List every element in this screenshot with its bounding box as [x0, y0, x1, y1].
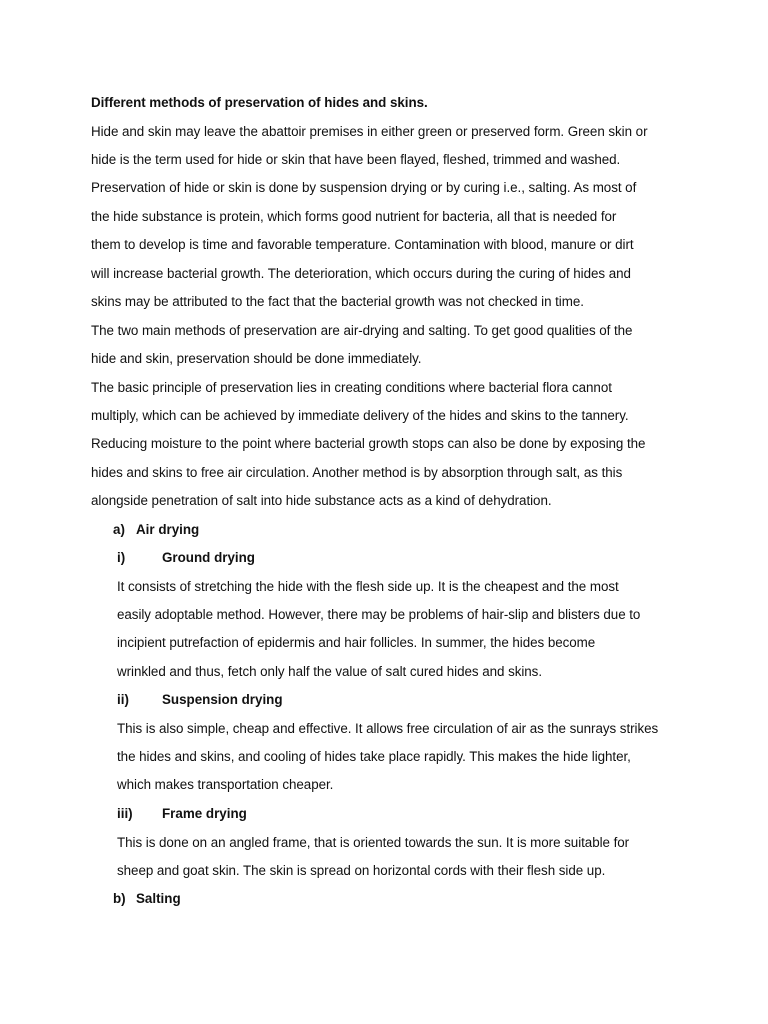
intro-line: Hide and skin may leave the abattoir premises in either green or preserved form. Green skin or — [91, 124, 648, 139]
intro-line: Preservation of hide or skin is done by suspension drying or by curing i.e., salting. As most of — [91, 180, 637, 195]
frame-drying-marker: iii) — [117, 806, 133, 821]
suspension-drying-line: which makes transportation cheaper. — [117, 777, 334, 792]
ground-drying-line: easily adoptable method. However, there may be problems of hair-slip and blisters due to — [117, 607, 641, 622]
suspension-drying-line: the hides and skins, and cooling of hides take place rapidly. This makes the hide lighter, — [117, 749, 631, 764]
frame-drying-heading: Frame drying — [162, 806, 247, 821]
ground-drying-marker: i) — [117, 550, 126, 565]
intro-line: alongside penetration of salt into hide substance acts as a kind of dehydration. — [91, 493, 552, 508]
intro-line: hide and skin, preservation should be done immediately. — [91, 351, 422, 366]
ground-drying-heading: Ground drying — [162, 550, 255, 565]
document-title: Different methods of preservation of hides and skins. — [91, 95, 428, 110]
intro-line: Reducing moisture to the point where bacterial growth stops can also be done by exposing the — [91, 436, 646, 451]
frame-drying-line: This is done on an angled frame, that is oriented towards the sun. It is more suitable for — [117, 835, 630, 850]
intro-line: The two main methods of preservation are air-drying and salting. To get good qualities of the — [91, 323, 633, 338]
intro-line: the hide substance is protein, which forms good nutrient for bacteria, all that is needed for — [91, 209, 617, 224]
intro-line: skins may be attributed to the fact that the bacterial growth was not checked in time. — [91, 294, 584, 309]
suspension-drying-line: This is also simple, cheap and effective. It allows free circulation of air as the sunrays strikes — [117, 721, 659, 736]
intro-line: The basic principle of preservation lies in creating conditions where bacterial flora cannot — [91, 380, 612, 395]
intro-line: hide is the term used for hide or skin that have been flayed, fleshed, trimmed and washed. — [91, 152, 621, 167]
section-b-marker: b) — [113, 891, 126, 906]
suspension-drying-heading: Suspension drying — [162, 692, 283, 707]
intro-line: them to develop is time and favorable temperature. Contamination with blood, manure or dirt — [91, 237, 634, 252]
intro-line: multiply, which can be achieved by immediate delivery of the hides and skins to the tannery. — [91, 408, 629, 423]
section-a-marker: a) — [113, 522, 125, 537]
section-b-heading: Salting — [136, 891, 181, 906]
intro-line: hides and skins to free air circulation. Another method is by absorption through salt, as this — [91, 465, 623, 480]
intro-line: will increase bacterial growth. The deterioration, which occurs during the curing of hides and — [91, 266, 631, 281]
ground-drying-line: wrinkled and thus, fetch only half the value of salt cured hides and skins. — [117, 664, 542, 679]
ground-drying-line: incipient putrefaction of epidermis and hair follicles. In summer, the hides become — [117, 635, 596, 650]
section-a-heading: Air drying — [136, 522, 200, 537]
ground-drying-line: It consists of stretching the hide with the flesh side up. It is the cheapest and the most — [117, 579, 619, 594]
frame-drying-line: sheep and goat skin. The skin is spread on horizontal cords with their flesh side up. — [117, 863, 606, 878]
suspension-drying-marker: ii) — [117, 692, 129, 707]
